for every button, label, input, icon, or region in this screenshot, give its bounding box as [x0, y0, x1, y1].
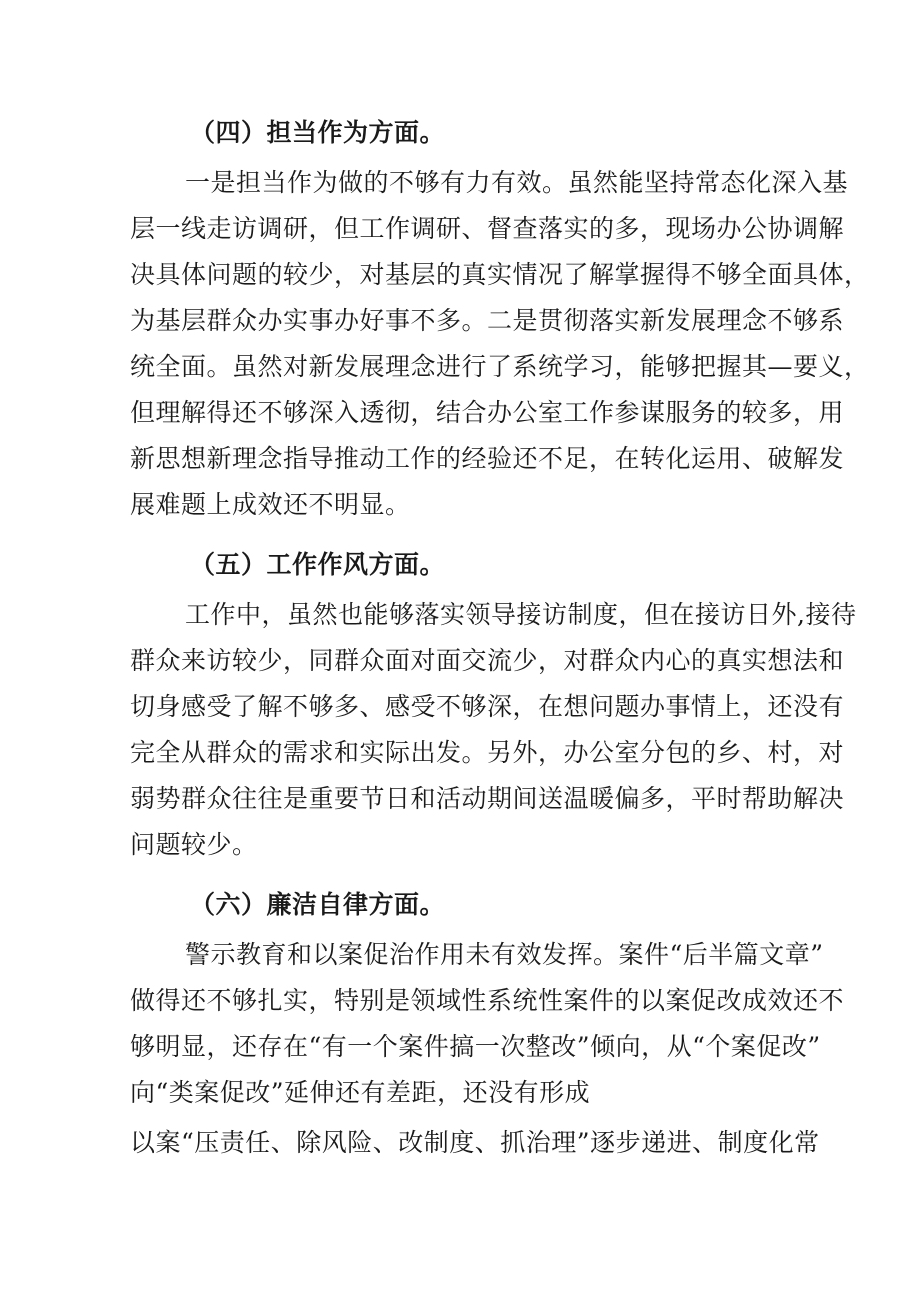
paragraph-line: 以案“压责任、除风险、改制度、抓治理”逐步递进、制度化常 — [130, 1128, 820, 1157]
paragraph-line: 够明显，还存在“有一个案件搞一次整改”倾向，从“个案促改” — [130, 1032, 821, 1061]
paragraph-line: 一是担当作为做的不够有力有效。虽然能坚持常态化深入基 — [185, 168, 849, 197]
paragraph-line: 统全面。虽然对新发展理念进行了系统学习，能够把握其—要义， — [130, 352, 870, 381]
paragraph-line: 新思想新理念指导推动工作的经验还不足，在转化运用、破解发 — [130, 444, 845, 473]
paragraph-line: 切身感受了解不够多、感受不够深，在想问题办事情上，还没有 — [130, 692, 845, 721]
paragraph-line: 群众来访较少，同群众面对面交流少，对群众内心的真实想法和 — [130, 646, 845, 675]
paragraph-line: 弱势群众往往是重要节日和活动期间送温暖偏多，平时帮助解决 — [130, 784, 845, 813]
paragraph-line: 做得还不够扎实，特别是领域性系统性案件的以案促改成效还不 — [130, 986, 845, 1015]
paragraph-line: 为基层群众办实事办好事不多。二是贯彻落实新发展理念不够系 — [130, 306, 845, 335]
paragraph-line: 工作中，虽然也能够落实领导接访制度，但在接访日外,接待 — [185, 600, 857, 629]
paragraph-line: 问题较少。 — [130, 830, 258, 859]
paragraph-line: 完全从群众的需求和实际出发。另外，办公室分包的乡、村，对 — [130, 738, 845, 767]
paragraph-line: 决具体问题的较少，对基层的真实情况了解掌握得不够全面具体， — [130, 260, 870, 289]
paragraph-line: 展难题上成效还不明显。 — [130, 490, 411, 519]
paragraph-line: 但理解得还不够深入透彻，结合办公室工作参谋服务的较多，用 — [130, 398, 845, 427]
section-heading-4: （四）担当作为方面。 — [190, 118, 446, 147]
section-heading-5: （五）工作作风方面。 — [190, 550, 446, 579]
section-heading-6: （六）廉洁自律方面。 — [190, 890, 446, 919]
paragraph-line: 层一线走访调研，但工作调研、督查落实的多，现场办公协调解 — [130, 214, 845, 243]
paragraph-line: 警示教育和以案促治作用未有效发挥。案件“后半篇文章” — [185, 940, 824, 969]
paragraph-line: 向“类案促改”延伸还有差距，还没有形成 — [130, 1078, 591, 1107]
